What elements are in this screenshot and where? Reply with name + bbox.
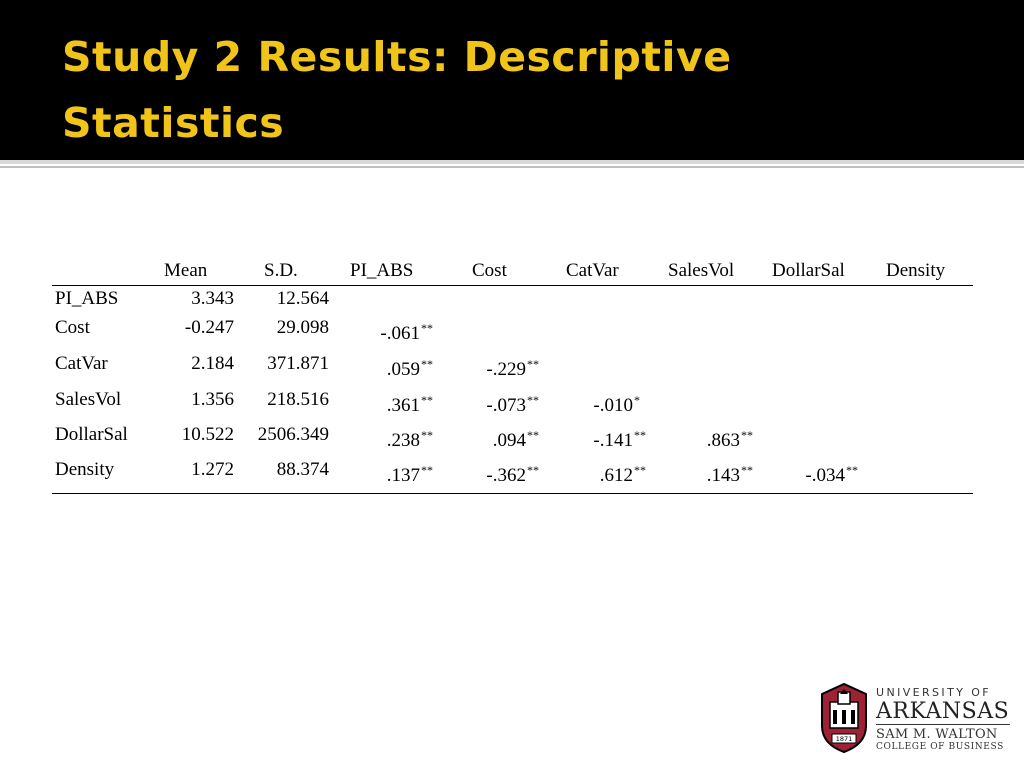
correlation-cell bbox=[372, 359, 433, 381]
correlation-value: -.073 bbox=[486, 395, 526, 416]
significance-marker: ** bbox=[741, 428, 753, 442]
significance-marker: ** bbox=[421, 463, 433, 477]
logo-line-walton: SAM M. WALTON bbox=[876, 724, 1010, 742]
correlation-cell bbox=[372, 323, 433, 345]
column-header: Density bbox=[886, 260, 946, 281]
row-label: CatVar bbox=[55, 353, 108, 374]
mean-value: 1.272 bbox=[191, 459, 234, 480]
mean-value: 10.522 bbox=[181, 424, 234, 445]
mean-value: 2.184 bbox=[191, 353, 234, 374]
correlation-cell bbox=[585, 430, 646, 452]
table-body bbox=[52, 286, 973, 494]
correlation-value: .863 bbox=[706, 430, 740, 451]
column-header: S.D. bbox=[264, 260, 298, 281]
significance-marker: ** bbox=[421, 357, 433, 371]
correlation-value: -.034 bbox=[805, 465, 845, 486]
significance-marker: ** bbox=[527, 357, 539, 371]
mean-value: 1.356 bbox=[191, 389, 234, 410]
significance-marker: ** bbox=[527, 463, 539, 477]
correlation-value: -.061 bbox=[380, 323, 420, 344]
slide-title-line-1: Study 2 Results: Descriptive bbox=[62, 33, 732, 81]
sd-value: 218.516 bbox=[267, 389, 329, 410]
significance-marker: ** bbox=[527, 428, 539, 442]
column-header: Mean bbox=[164, 260, 208, 281]
sd-value: 371.871 bbox=[267, 353, 329, 374]
university-logo bbox=[818, 682, 1010, 754]
significance-marker: ** bbox=[421, 393, 433, 407]
logo-wordmark bbox=[876, 686, 1010, 753]
correlation-cell bbox=[372, 430, 433, 452]
correlation-value: -.141 bbox=[593, 430, 633, 451]
correlation-cell bbox=[692, 465, 753, 487]
table-header-row bbox=[52, 258, 973, 286]
mean-value: 3.343 bbox=[191, 288, 234, 309]
correlation-cell bbox=[372, 465, 433, 487]
correlation-cell bbox=[692, 430, 753, 452]
slide-title bbox=[62, 24, 962, 156]
significance-marker: ** bbox=[846, 463, 858, 477]
correlation-value: .612 bbox=[599, 465, 633, 486]
column-header: CatVar bbox=[566, 260, 619, 281]
correlation-value: .238 bbox=[386, 430, 420, 451]
logo-line-college: COLLEGE OF BUSINESS bbox=[876, 742, 1004, 752]
title-divider-secondary bbox=[0, 166, 1024, 168]
column-header: Cost bbox=[472, 260, 507, 281]
seal-year: 1871 bbox=[835, 735, 853, 743]
seal-icon bbox=[818, 682, 870, 754]
row-label: Cost bbox=[55, 317, 90, 338]
correlation-cell bbox=[585, 395, 640, 417]
correlation-cell bbox=[478, 430, 539, 452]
correlation-cell bbox=[478, 359, 539, 381]
sd-value: 2506.349 bbox=[257, 424, 329, 445]
correlation-value: .094 bbox=[492, 430, 526, 451]
sd-value: 12.564 bbox=[276, 288, 329, 309]
descriptive-statistics-table bbox=[52, 258, 973, 494]
correlation-value: .059 bbox=[386, 359, 420, 380]
correlation-cell bbox=[478, 395, 539, 417]
significance-marker: ** bbox=[741, 463, 753, 477]
significance-marker: ** bbox=[421, 428, 433, 442]
correlation-cell bbox=[372, 395, 433, 417]
logo-line-arkansas: ARKANSAS bbox=[876, 699, 1010, 724]
slide-title-line-2: Statistics bbox=[62, 99, 285, 147]
row-label: SalesVol bbox=[55, 389, 122, 410]
correlation-value: .361 bbox=[386, 395, 420, 416]
sd-value: 88.374 bbox=[276, 459, 329, 480]
logo-line-university-of: UNIVERSITY OF bbox=[876, 686, 991, 699]
title-divider bbox=[0, 160, 1024, 164]
correlation-cell bbox=[478, 465, 539, 487]
correlation-cell bbox=[797, 465, 858, 487]
column-header: DollarSal bbox=[772, 260, 845, 281]
column-header: PI_ABS bbox=[350, 260, 414, 281]
significance-marker: * bbox=[634, 393, 640, 407]
column-header: SalesVol bbox=[668, 260, 735, 281]
correlation-value: -.362 bbox=[486, 465, 526, 486]
correlation-cell bbox=[585, 465, 646, 487]
correlation-value: .143 bbox=[706, 465, 740, 486]
row-label: Density bbox=[55, 459, 115, 480]
correlation-value: -.010 bbox=[593, 395, 633, 416]
significance-marker: ** bbox=[634, 428, 646, 442]
mean-value: -0.247 bbox=[184, 317, 234, 338]
significance-marker: ** bbox=[421, 321, 433, 335]
sd-value: 29.098 bbox=[276, 317, 329, 338]
significance-marker: ** bbox=[634, 463, 646, 477]
correlation-value: -.229 bbox=[486, 359, 526, 380]
row-label: PI_ABS bbox=[55, 288, 119, 309]
row-label: DollarSal bbox=[55, 424, 128, 445]
correlation-value: .137 bbox=[386, 465, 420, 486]
significance-marker: ** bbox=[527, 393, 539, 407]
